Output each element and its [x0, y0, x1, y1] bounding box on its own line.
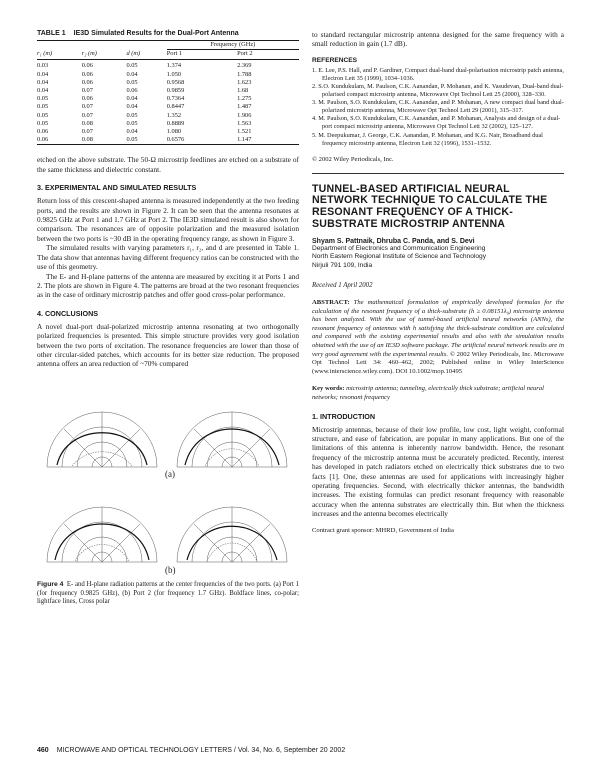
- table-cell: 0.05: [126, 78, 138, 86]
- table-cell: 0.05: [37, 119, 49, 127]
- table-cell: 0.8889: [166, 119, 185, 127]
- body-text: A novel dual-port dual-polarized microstrip antenna resonating at two orthogonally polarized frequencies is presented. This simple structure provides very good isolation between the two ports of excitation. The resonance frequencies are lower than those of other circular-sided patches, which accounts for its better size reduction. The proposed antenna offers an area reduction of ~70% compared: [37, 321, 299, 369]
- left-column: [37, 30, 299, 607]
- table-cell: 0.9859: [166, 87, 185, 95]
- table-cell: 1.080: [166, 128, 182, 136]
- table-cell: 0.04: [126, 128, 138, 136]
- table-row: [37, 120, 299, 128]
- table-row: [37, 87, 299, 95]
- keywords-label: Key words:: [312, 385, 345, 393]
- table-cell: 2.369: [237, 62, 252, 70]
- keywords-text: microstrip antenna; tunneling, electrically thick substrate; artificial neural networks; resonant frequency: [312, 385, 544, 401]
- section-heading: 1. INTRODUCTION: [312, 411, 376, 421]
- abstract-text: The mathematical formulation of empirically developed formulas for the calculation of the resonant frequency of a thick-substrate (h ≥ 0.08151λ₀) microstrip antenna has been analyzed. With the use of tunnel-based artificial neural networks (ANNs), the resonant frequency of antennas with h satisfying the thick-substrate condition are calculated and compared with the existing experimental results and also with the simulation results obtained with the use of an IE3D software package. The artificial neural network results are in very good agreement with the experimental results.: [312, 299, 564, 358]
- reference-item: 4. M. Paulson, S.O. Kundukulam, C.K. Aanandan, and P. Mohanan, Analysis and design of a dual-port compact microstrip antenna, Microwave Opt Technol Lett 32 (2002), 125–127.: [312, 115, 561, 131]
- figure-caption-text: E- and H-plane radiation patterns at the center frequencies of the two ports. (a) Port 1 (for frequency 0.9825 GHz), (b) Port 2 (for frequency 1.7 GHz). Boldface lines, co-polar; lightface lines, Cross polar: [37, 580, 299, 606]
- affiliation-line: Nirjuli 791 109, India: [312, 261, 373, 269]
- table-cell: 0.04: [37, 70, 49, 78]
- table-cell: 0.8447: [166, 103, 185, 111]
- table-cell: 0.06: [81, 62, 93, 70]
- copyright: © 2002 Wiley Periodicals, Inc.: [312, 155, 394, 163]
- reference-item: 5. M. Deepukumar, J. George, C.K. Aanandan, P. Mohanan, and K.G. Nair, Broadband dual frequency microstrip antenna, Electron Lett 32 (1996), 1531–1532.: [312, 131, 543, 147]
- table-cell: 0.06: [81, 70, 93, 78]
- table-cell: 1.275: [237, 95, 252, 103]
- body-text: etched on the above substrate. The 50-Ω microstrip feedlines are etched on a substrate of the same thickness and dielectric constant.: [37, 155, 299, 174]
- reference-item: 1. E. Lee, P.S. Hall, and P. Gardiner, Compact dual-band dual-polarisation microstrip patch antenna, Electron Lett 35 (1999), 1034–1036.: [312, 66, 564, 82]
- body-text: Microstrip antennas, because of their low profile, low cost, light weight, conformal structure, and ease of fabrication, are popular in many applications. But one of the limitations of this antenna is inherently narrow bandwidth. Hence, the resonant frequency of the microstrip antenna must be accurately predicted. Recently, interest has developed in patch radiators etched on electrically thick substrates due to two facts [1]. One, these antennas are used for applications with increasingly higher operating frequencies. Second, with electrically thicker antennas, the bandwidth increases. The existing formulas can predict resonant frequency with reasonable accuracy when the antenna substrates are electrically thin. But when the thickness increases and the antenna becomes electrically: [312, 424, 564, 519]
- table-cell: 1.68: [237, 87, 249, 95]
- page-number: 460: [37, 747, 49, 754]
- article-authors: Shyam S. Pattnaik, Dhruba C. Panda, and S. Devi: [312, 238, 475, 246]
- table-row: [37, 95, 299, 103]
- table-row: [37, 60, 299, 71]
- section-heading: 3. EXPERIMENTAL AND SIMULATED RESULTS: [37, 183, 197, 193]
- table-cell: 0.08: [81, 136, 93, 144]
- table-cell: 1.352: [166, 111, 182, 119]
- table-column-header: r₁ (m): [37, 50, 82, 60]
- table-cell: 0.05: [37, 103, 49, 111]
- page-footer: [37, 747, 345, 754]
- body-text: Return loss of this crescent-shaped antenna is measured independently at the two feeding ports, and the results are shown in Figure 2. It can be seen that the antenna resonates at 0.9825 GHz at Port 1 and 1.7 GHz at Port 2. The IE3D simulated result is also shown for comparison. The resonances are of opposite polarization and the measured isolation between the two ports is ~30 dB in the operating frequency range, as shown in Figure 3.: [37, 196, 299, 243]
- table-cell: 0.06: [81, 78, 93, 86]
- table-cell: 0.9568: [166, 78, 185, 86]
- figure-label-a: (a): [165, 468, 175, 479]
- table-column-header: Port 1: [167, 50, 237, 60]
- table-column-header: d (m): [126, 50, 166, 60]
- radiation-pattern-plots: [37, 377, 299, 577]
- table-cell: 1.906: [237, 111, 252, 119]
- references-list: [312, 67, 564, 148]
- table-cell: 0.05: [37, 95, 49, 103]
- table-cell: 0.04: [126, 95, 138, 103]
- table-cell: 0.7364: [166, 95, 185, 103]
- table-row: [37, 71, 299, 79]
- table-column-header: r₂ (m): [82, 50, 127, 60]
- table-cell: 1.487: [237, 103, 252, 111]
- table-cell: 0.05: [126, 136, 138, 144]
- polar-plot-b-right: [177, 507, 287, 562]
- table-cell: 1.521: [237, 128, 252, 136]
- table-cell: 0.07: [81, 111, 93, 119]
- table-cell: 0.06: [37, 128, 49, 136]
- figure-caption: [37, 581, 299, 607]
- table-cell: 0.05: [37, 111, 49, 119]
- abstract-citation: © 2002 Wiley Periodicals, Inc. Microwave Opt Technol Lett 34: 460–462, 2002; Published online in Wiley InterScience (www.interscience.wiley.com). DOI 10.1002/mop.10495: [312, 350, 564, 375]
- table-cell: 0.6576: [166, 136, 185, 144]
- table-cell: 1.788: [237, 70, 252, 78]
- table-cell: 0.04: [37, 87, 49, 95]
- table-cell: 0.05: [126, 111, 138, 119]
- body-text: The simulated results with varying parameters r₁, r₂, and d are presented in Table 1. The data show that antennas having different frequency ratios can be constructed with the use of this geometry.: [37, 243, 299, 272]
- table-cell: 0.08: [81, 119, 93, 127]
- body-text: to standard rectangular microstrip antenna designed for the same frequency with a small reduction in gain (1.7 dB).: [312, 30, 564, 49]
- table-cell: 1.050: [166, 70, 182, 78]
- table-row: [37, 128, 299, 136]
- table-cell: 1.563: [237, 119, 252, 127]
- table-row: [37, 103, 299, 111]
- table-cell: 1.147: [237, 136, 252, 144]
- table-row: [37, 79, 299, 87]
- table-cell: 0.05: [126, 62, 138, 70]
- abstract-label: ABSTRACT:: [312, 299, 350, 307]
- grant-footnote: Contract grant sponsor: MHRD, Government of India: [312, 526, 454, 534]
- table-cell: 0.04: [126, 103, 138, 111]
- section-heading: 4. CONCLUSIONS: [37, 308, 99, 318]
- table-title: IE3D Simulated Results for the Dual-Port Antenna: [73, 30, 239, 37]
- keywords: [312, 385, 564, 402]
- journal-name: MICROWAVE AND OPTICAL TECHNOLOGY LETTERS / Vol. 34, No. 6, September 20 2002: [56, 747, 346, 754]
- right-column: [312, 30, 564, 534]
- table-cell: 0.03: [37, 62, 49, 70]
- table-label: TABLE 1: [37, 30, 66, 37]
- received-date: Received 1 April 2002: [312, 282, 373, 290]
- polar-plot-a-right: [177, 412, 287, 467]
- affiliation-line: North Eastern Regional Institute of Science and Technology: [312, 253, 486, 261]
- body-text: The E- and H-plane patterns of the antenna are measured by exciting it at Ports 1 and 2. The plots are shown in Figure 4. The patterns are broad at the two resonant frequencies as in the case of ordinary microstrip patches and offer good cross-polar performance.: [37, 271, 299, 300]
- group-header: Frequency (GHz): [167, 41, 299, 50]
- table-row: [37, 112, 299, 120]
- reference-item: 2. S.O. Kundukulam, M. Paulson, C.K. Aanandan, P. Mohanan, and K. Vasudevan, Dual-band dual-polarised compact microstrip antenna, Microwave Opt Technol Lett 25 (2000), 328–330.: [312, 83, 564, 99]
- polar-plot-b-left: [47, 507, 157, 562]
- affiliation-line: Department of Electronics and Communication Engineering: [312, 245, 486, 253]
- table-cell: 0.04: [126, 70, 138, 78]
- table-cell: 0.06: [126, 87, 138, 95]
- polar-plot-a-left: [47, 412, 157, 467]
- table-cell: 0.07: [81, 128, 93, 136]
- figure-label-b: (b): [165, 564, 176, 575]
- figure-caption-label: Figure 4: [37, 580, 64, 588]
- table-cell: 0.06: [81, 95, 93, 103]
- references-heading: REFERENCES: [312, 56, 358, 64]
- table-cell: 1.374: [166, 62, 182, 70]
- table-cell: 1.623: [237, 78, 252, 86]
- table-row: [37, 136, 299, 144]
- table-cell: 0.06: [37, 136, 49, 144]
- table-cell: 0.07: [81, 87, 93, 95]
- radiation-pattern-figure: [37, 377, 299, 577]
- table-cell: 0.04: [37, 78, 49, 86]
- divider: [312, 173, 564, 174]
- results-table: [37, 40, 299, 144]
- table-cell: 0.05: [126, 119, 138, 127]
- article-title: TUNNEL-BASED ARTIFICIAL NEURAL NETWORK TECHNIQUE TO CALCULATE THE RESONANT FREQUENCY OF A THICK-SUBSTRATE MICROSTRIP ANTENNA: [312, 182, 548, 230]
- reference-item: 3. M. Paulson, S.O. Kundukulam, C.K. Aanandan, and P. Mohanan, A new compact dual band dual-polarized microstrip antenna, Microwave Opt Technol Lett 29 (2001), 315–317.: [312, 99, 564, 115]
- table-caption: [37, 30, 299, 37]
- table-cell: 0.07: [81, 103, 93, 111]
- abstract: [312, 299, 564, 376]
- table-column-header: Port 2: [237, 50, 299, 60]
